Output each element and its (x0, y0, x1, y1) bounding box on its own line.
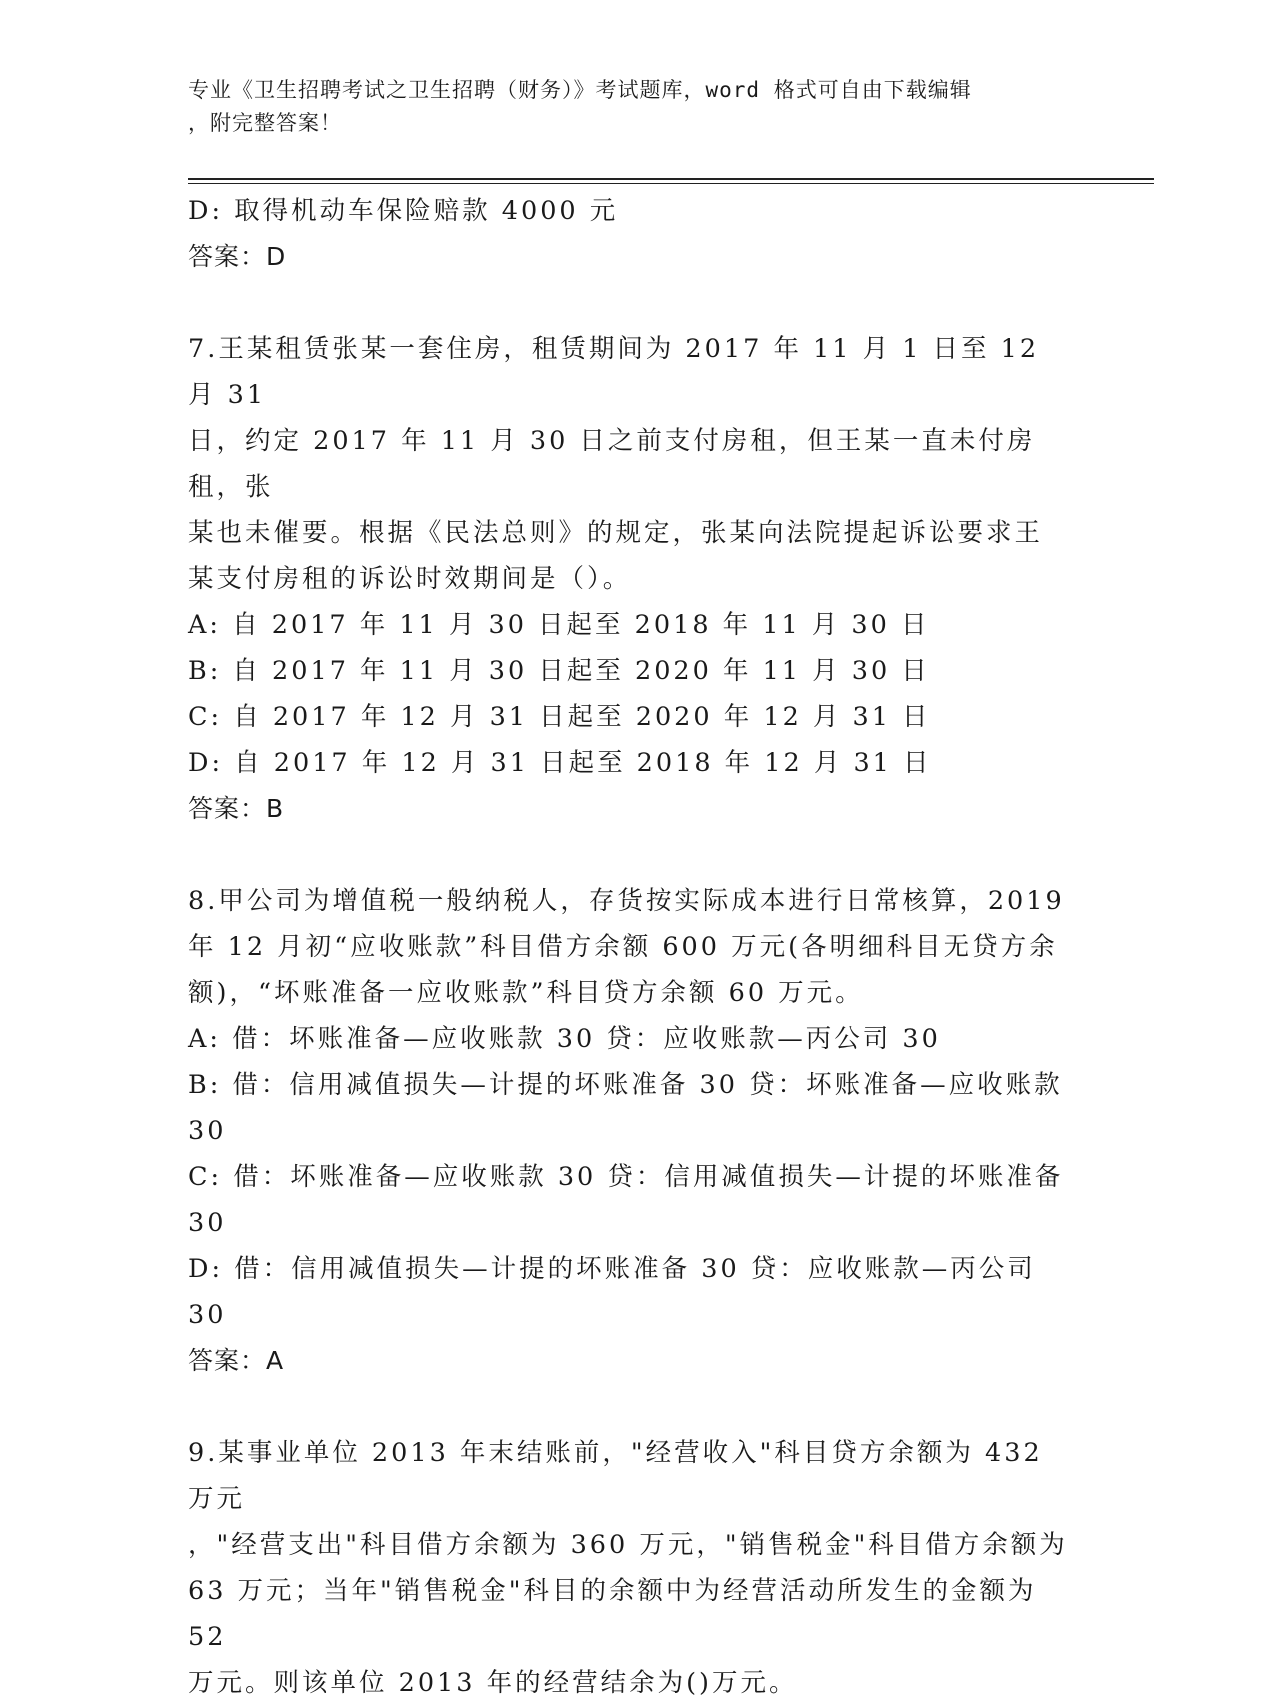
question-7-option-b: B: 自 2017 年 11 月 30 日起至 2020 年 11 月 30 日 (188, 656, 930, 686)
question-8 (188, 878, 1078, 1384)
question-8-option-c: C: 借：坏账准备—应收账款 30 贷：信用减值损失—计提的坏账准备 (188, 1162, 1064, 1192)
header-line-1: 专业《卫生招聘考试之卫生招聘（财务）》考试题库，word 格式可自由下载编辑 (188, 78, 972, 102)
question-8-option-c-cont: 30 (188, 1208, 227, 1238)
question-8-option-d: D: 借：信用减值损失—计提的坏账准备 30 贷：应收账款—丙公司 30 (188, 1254, 1047, 1330)
question-7-stem-line: 某也未催要。根据《民法总则》的规定，张某向法院提起诉讼要求王 (188, 518, 1044, 548)
question-6-tail (188, 188, 1078, 280)
question-7-stem-line: 7.王某租赁张某一套住房，租赁期间为 2017 年 11 月 1 日至 12 月 31 (188, 334, 1051, 410)
question-9-stem-line: ，"经营支出"科目借方余额为 360 万元，"销售税金"科目借方余额为 (188, 1530, 1068, 1560)
question-8-answer: 答案：A (188, 1346, 285, 1375)
question-6-answer: 答案：D (188, 242, 287, 271)
question-8-option-b: B: 借：信用减值损失—计提的坏账准备 30 贷：坏账准备—应收账款 (188, 1070, 1063, 1100)
question-6-option-d: D: 取得机动车保险赔款 4000 元 (188, 196, 619, 226)
question-7-option-d: D: 自 2017 年 12 月 31 日起至 2018 年 12 月 31 日 (188, 748, 932, 778)
question-7-stem-line: 某支付房租的诉讼时效期间是（）。 (188, 564, 632, 594)
question-9 (188, 1430, 1078, 1706)
question-8-stem-line: 年 12 月初“应收账款”科目借方余额 600 万元(各明细科目无贷方余 (188, 932, 1058, 962)
header-line-2: ，附完整答案！ (188, 111, 342, 135)
question-7 (188, 326, 1078, 832)
question-8-option-a: A: 借：坏账准备—应收账款 30 贷：应收账款—丙公司 30 (188, 1024, 941, 1054)
question-7-option-a: A: 自 2017 年 11 月 30 日起至 2018 年 11 月 30 日 (188, 610, 930, 640)
header-rule-thick (188, 178, 1154, 180)
document-body (188, 188, 1078, 1706)
question-8-stem-line: 额)，“坏账准备一应收账款”科目贷方余额 60 万元。 (188, 978, 864, 1008)
question-8-stem-line: 8.甲公司为增值税一般纳税人，存货按实际成本进行日常核算，2019 (188, 886, 1065, 916)
header-rule-thin (188, 183, 1154, 184)
question-7-answer: 答案：B (188, 794, 285, 823)
question-7-stem-line: 日，约定 2017 年 11 月 30 日之前支付房租，但王某一直未付房租，张 (188, 426, 1036, 502)
spacer (188, 832, 1078, 878)
question-9-stem-line: 63 万元；当年"销售税金"科目的余额中为经营活动所发生的金额为 52 (188, 1576, 1048, 1652)
spacer (188, 1384, 1078, 1430)
question-8-option-b-cont: 30 (188, 1116, 227, 1146)
question-9-stem-line: 9.某事业单位 2013 年末结账前，"经营收入"科目贷方余额为 432 万元 (188, 1438, 1054, 1514)
question-7-option-c: C: 自 2017 年 12 月 31 日起至 2020 年 12 月 31 日 (188, 702, 931, 732)
question-9-stem-line: 万元。则该单位 2013 年的经营结余为()万元。 (188, 1668, 798, 1698)
spacer (188, 280, 1078, 326)
document-header (188, 74, 1088, 140)
